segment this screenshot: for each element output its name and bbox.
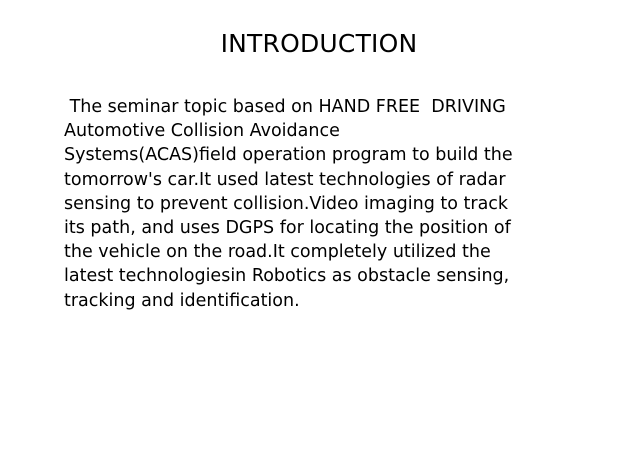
slide-body — [64, 95, 594, 313]
body-line: its path, and uses DGPS for locating the position of — [64, 218, 511, 239]
body-line: tomorrow's car.It used latest technologies of radar — [64, 169, 506, 190]
body-line: latest technologiesin Robotics as obstacle sensing, — [64, 266, 510, 287]
body-line: The seminar topic based on HAND FREE DRIVING — [64, 97, 506, 117]
slide-title: INTRODUCTION — [220, 29, 418, 58]
body-line: tracking and identification. — [64, 290, 300, 311]
body-line: Systems(ACAS)field operation program to build the — [64, 145, 513, 166]
body-line: the vehicle on the road.It completely utilized the — [64, 242, 491, 263]
body-line: sensing to prevent collision.Video imaging to track — [64, 193, 509, 214]
body-line: Automotive Collision Avoidance — [64, 121, 340, 142]
